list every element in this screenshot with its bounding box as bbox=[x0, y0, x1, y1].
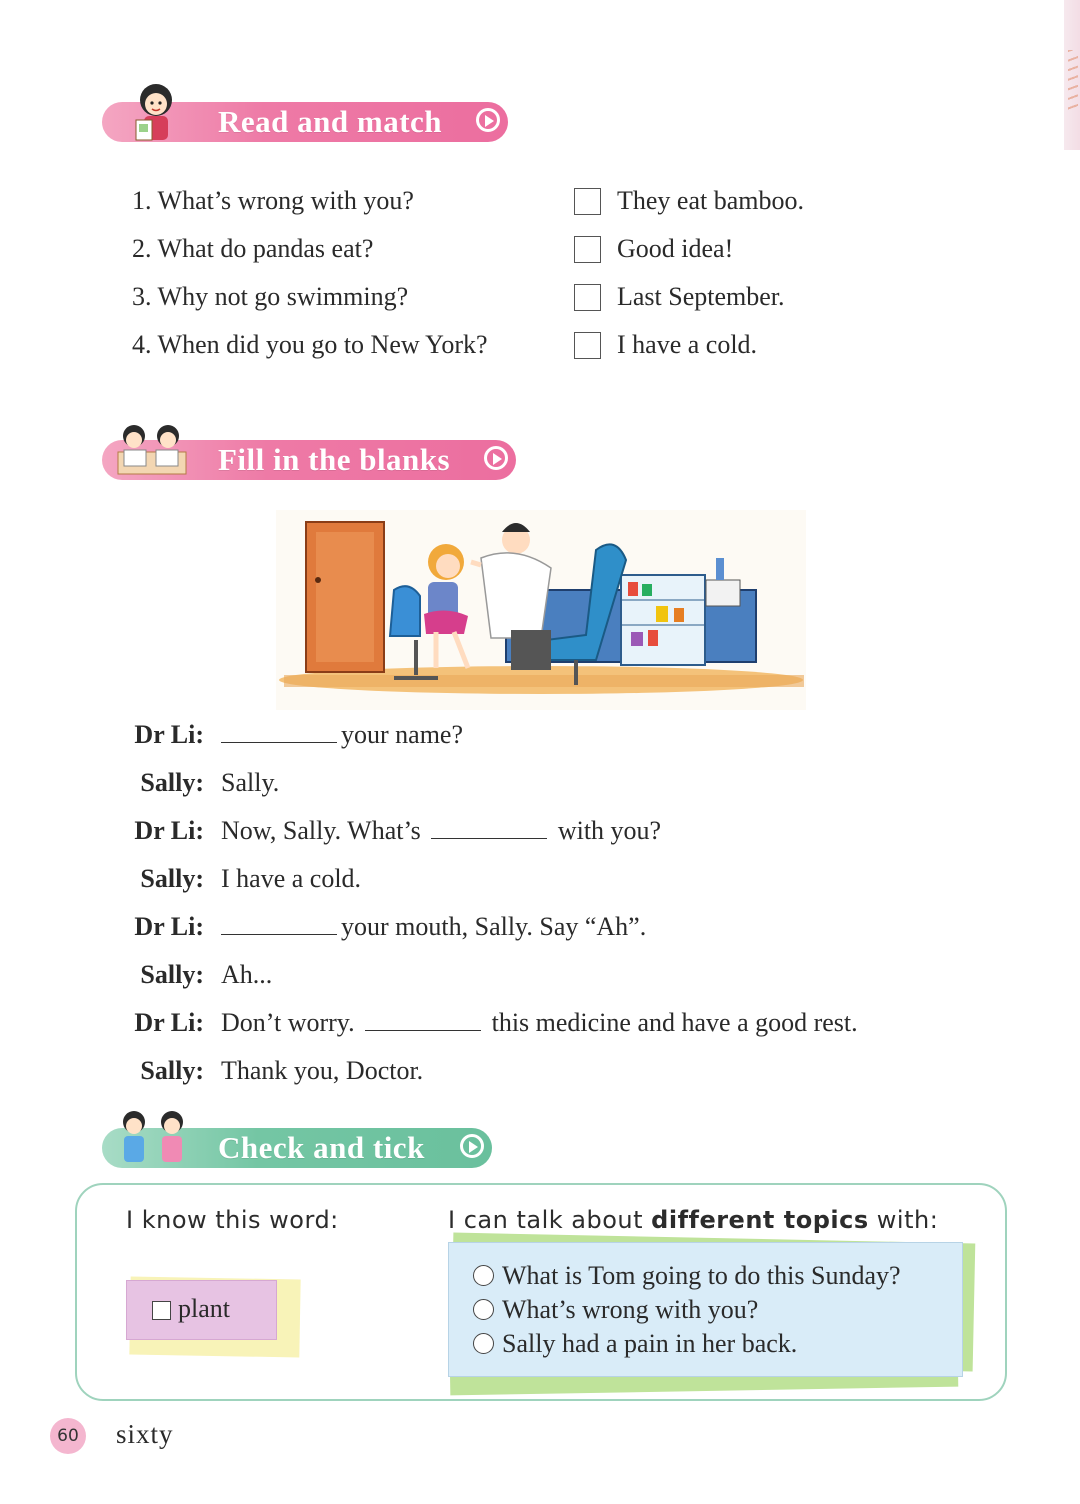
dialogue-text: Don’t worry. bbox=[221, 1008, 355, 1037]
match-box-1[interactable] bbox=[574, 188, 601, 215]
speaker-sally: Sally: bbox=[140, 1056, 204, 1085]
dialogue-line-8: Thank you, Doctor. bbox=[221, 1056, 424, 1085]
word-label: I know this word: bbox=[126, 1206, 339, 1234]
question-4: 4. When did you go to New York? bbox=[132, 330, 488, 359]
kids-reading-icon bbox=[112, 420, 192, 480]
topics-label bbox=[448, 1206, 938, 1234]
topic-option-2 bbox=[473, 1295, 758, 1325]
answer-2: Good idea! bbox=[617, 234, 734, 263]
dialogue-line-2: Sally. bbox=[221, 768, 280, 797]
topic-radio-1[interactable] bbox=[473, 1265, 494, 1286]
topics-label-post: with: bbox=[876, 1206, 939, 1234]
word-text: plant bbox=[178, 1294, 230, 1323]
match-box-4[interactable] bbox=[574, 332, 601, 359]
speaker-dr-li: Dr Li: bbox=[134, 912, 204, 941]
blank-4[interactable] bbox=[365, 1010, 481, 1031]
topics-card bbox=[448, 1242, 963, 1377]
page-number-word: sixty bbox=[116, 1419, 174, 1449]
doctor-examining-girl-illustration bbox=[276, 510, 806, 710]
check-and-tick-banner bbox=[102, 1128, 492, 1168]
dialogue-text: Now, Sally. What’s bbox=[221, 816, 421, 845]
topic-radio-3[interactable] bbox=[473, 1333, 494, 1354]
page-number: 60 bbox=[50, 1418, 86, 1454]
topics-label-bold: different topics bbox=[651, 1206, 869, 1234]
dialogue-line-1 bbox=[221, 720, 463, 750]
kids-icon bbox=[112, 1108, 196, 1168]
topic-text: What is Tom going to do this Sunday? bbox=[502, 1261, 901, 1290]
speaker-sally: Sally: bbox=[140, 960, 204, 989]
chevron-right-icon bbox=[460, 1134, 484, 1158]
speaker-dr-li: Dr Li: bbox=[134, 720, 204, 749]
topics-label-pre: I can talk about bbox=[448, 1206, 644, 1234]
speaker-sally: Sally: bbox=[140, 768, 204, 797]
dialogue-text: your mouth, Sally. Say “Ah”. bbox=[341, 912, 647, 941]
section-title: Read and match bbox=[218, 104, 443, 139]
page-edge-decoration bbox=[1064, 0, 1080, 150]
word-card bbox=[126, 1280, 277, 1340]
dialogue-line-7 bbox=[221, 1008, 858, 1038]
chevron-right-icon bbox=[476, 108, 500, 132]
speaker-dr-li: Dr Li: bbox=[134, 1008, 204, 1037]
chevron-right-icon bbox=[484, 446, 508, 470]
blank-1[interactable] bbox=[221, 722, 337, 743]
girl-reading-icon bbox=[112, 82, 192, 146]
blank-2[interactable] bbox=[431, 818, 547, 839]
answer-1: They eat bamboo. bbox=[617, 186, 804, 215]
dialogue-text: with you? bbox=[557, 816, 662, 845]
read-and-match-banner bbox=[102, 102, 508, 142]
dialogue-text: your name? bbox=[341, 720, 464, 749]
topic-option-3 bbox=[473, 1329, 797, 1359]
topic-text: What’s wrong with you? bbox=[502, 1295, 759, 1324]
dialogue-line-4: I have a cold. bbox=[221, 864, 362, 893]
dialogue-line-3 bbox=[221, 816, 661, 846]
topic-radio-2[interactable] bbox=[473, 1299, 494, 1320]
topic-text: Sally had a pain in her back. bbox=[502, 1329, 798, 1358]
match-box-3[interactable] bbox=[574, 284, 601, 311]
dialogue-text: this medicine and have a good rest. bbox=[491, 1008, 858, 1037]
word-checkbox[interactable] bbox=[152, 1301, 171, 1320]
answer-4: I have a cold. bbox=[617, 330, 758, 359]
blank-3[interactable] bbox=[221, 914, 337, 935]
speaker-sally: Sally: bbox=[140, 864, 204, 893]
match-box-2[interactable] bbox=[574, 236, 601, 263]
dialogue-line-6: Ah... bbox=[221, 960, 273, 989]
answer-3: Last September. bbox=[617, 282, 785, 311]
dialogue-line-5 bbox=[221, 912, 646, 942]
topic-option-1 bbox=[473, 1261, 901, 1291]
fill-in-the-blanks-banner bbox=[102, 440, 516, 480]
question-3: 3. Why not go swimming? bbox=[132, 282, 409, 311]
speaker-dr-li: Dr Li: bbox=[134, 816, 204, 845]
question-2: 2. What do pandas eat? bbox=[132, 234, 374, 263]
section-title: Fill in the blanks bbox=[218, 442, 451, 477]
question-1: 1. What’s wrong with you? bbox=[132, 186, 414, 215]
section-title: Check and tick bbox=[218, 1130, 425, 1165]
